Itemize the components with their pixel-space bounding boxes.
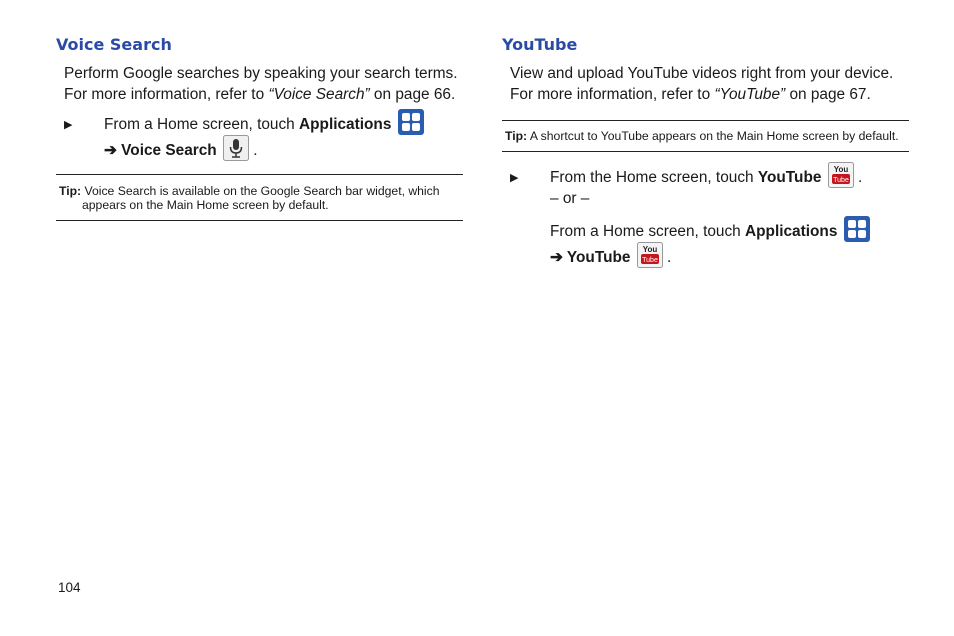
applications-icon (844, 216, 870, 248)
svg-text:You: You (833, 165, 848, 174)
youtube-icon (828, 162, 854, 194)
microphone-icon (223, 135, 249, 167)
svg-text:You: You (642, 245, 657, 254)
section-heading: Voice Search (56, 35, 172, 54)
step-item: ▶ From a Home screen, touch Applications (64, 109, 424, 141)
or-separator: – or – (550, 190, 590, 207)
page-number: 104 (58, 580, 81, 595)
bullet-icon: ▶ (510, 172, 519, 185)
intro-paragraph: Perform Google searches by speaking your search terms. For more information, refer to “Voice Search” on page 66. (64, 65, 458, 103)
section-heading: YouTube (502, 35, 578, 54)
step-item: ▶ From the Home screen, touch YouTube You Tube . (510, 162, 862, 194)
page-reference: “Voice Search” (268, 86, 370, 103)
alternate-step: From a Home screen, touch Applications (550, 216, 870, 248)
intro-paragraph: View and upload YouTube videos right from your device. For more information, refer to “YouTube” on page 67. (510, 65, 894, 103)
applications-icon (398, 109, 424, 141)
svg-text:Tube: Tube (832, 177, 849, 184)
tip-box: Tip: Voice Search is available on the Google Search bar widget, which appears on the Main Home screen by default. (56, 174, 463, 221)
step-continuation: ➔ Voice Search . (104, 135, 258, 167)
svg-text:Tube: Tube (641, 257, 658, 264)
alternate-step-continuation: ➔ YouTube You Tube . (550, 242, 671, 274)
page-reference: “YouTube” (714, 86, 786, 103)
tip-box: Tip: A shortcut to YouTube appears on the Main Home screen by default. (502, 120, 909, 152)
youtube-icon (637, 242, 663, 274)
bullet-icon: ▶ (64, 119, 73, 132)
